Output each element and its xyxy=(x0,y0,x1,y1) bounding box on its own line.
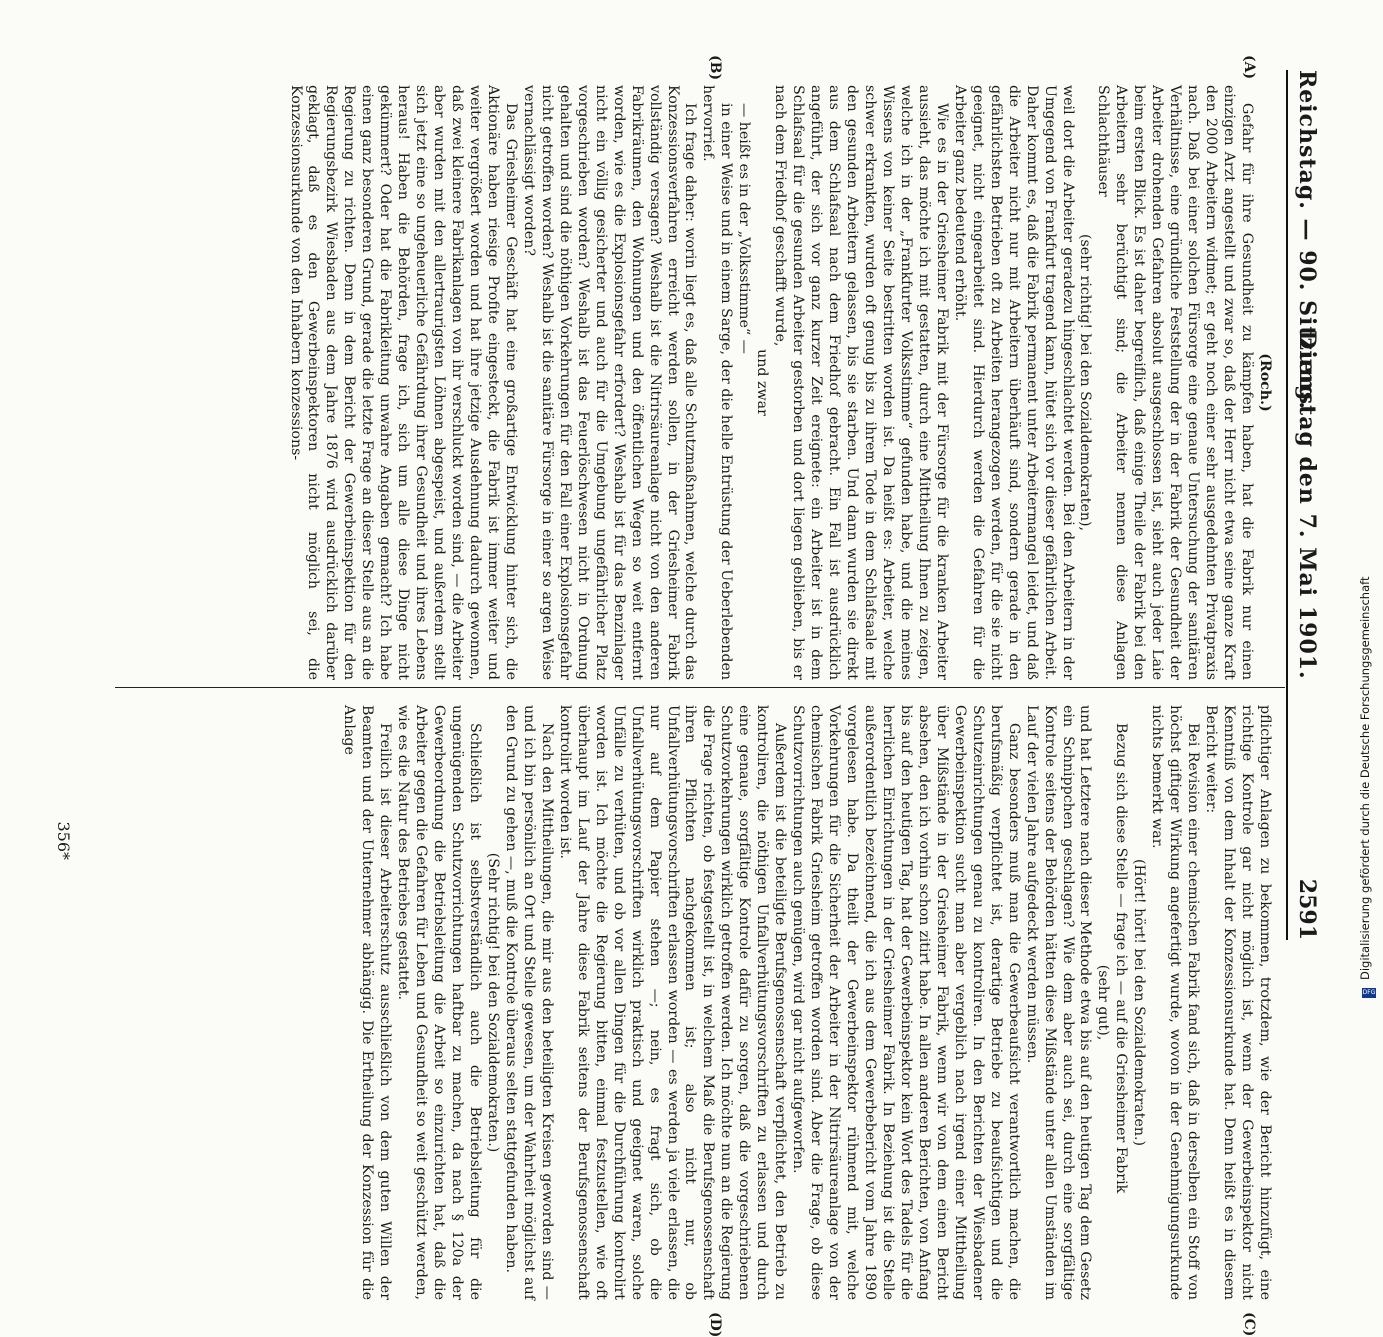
paragraph: Das Griesheimer Geschäft hat eine großartige Entwicklung hinter sich, die Aktionäre haben riesige Profite eingesteckt, die Fabrik ist immer weiter und weiter vergrößert worden und hat ihre jetzige Ausdehnung dadurch gewonnen, daß zwei kleinere Fabrikanlagen von ihr verschluckt worden sind, — die Arbeiter aber wurden mit den allertraurigsten Löhnen abgespeist, und außerdem stellt sich jetzt eine so ungeheuerliche Gefährdung ihrer Gesundheit und ihres Lebens heraus! Haben die Behörden, frage ich, sich um alle diese Dinge nicht gekümmert? Oder hat die Fabrikleitung unwahre Angaben gemacht? Ich habe einen ganz besonderen Grund, gerade die letzte Frage an dieser Stelle aus an die Regierung zu richten. Denn in dem Bericht der Gewerbeinspektion für den Regierungsbezirk Wiesbaden aus dem Jahre 1876 wird ausdrücklich darüber geklagt, daß es den Gewerbeinspektoren nicht möglich sei, die Konzessionsurkunde von den Inhabern konzessions- xyxy=(287,85,519,680)
margin-marker-a: (A) xyxy=(1241,55,1257,80)
footer-page-number: 356* xyxy=(54,821,73,860)
paragraph: und zwar xyxy=(754,349,771,416)
quote: Bei Revision einer chemischen Fabrik fand sich, daß in derselben ein Stoff von höchst giftiger Wirkung angefertigt wurde, wovon in der Genehmigungsurkunde nichts bemerkt war. xyxy=(1149,705,1202,1300)
paragraph: Gefahr für ihre Gesundheit zu kämpfen haben, hat die Fabrik nur einen einzigen Arzt angestellt und zwar so, daß der Herr nicht etwa seine ganze Kraft den 2000 Arbeitern widmet; er geht noch einer sehr ausgedehnten Privatpraxis nach. Daß bei einer solchen Fürsorge eine genaue Untersuchung der sanitären Verhältnisse, eine gründliche Feststellung der in der Fabrik der Gesundheit der Arbeiter drohenden Gefahren absolut ausgeschlossen ist, sieht auch jeder Laie beim ersten Blick. Es ist daher begreiflich, daß einige Theile der Fabrik bei den Arbeitern sehr berüchtigt sind; die Arbeiter nennen diese Anlagen Schlachthäuser xyxy=(1095,85,1256,680)
paragraph: Nach den Mittheilungen, die mir aus den beteiligten Kreisen geworden sind — und ich bin persönlich an Ort und Stelle gewesen, um der Wahrheit möglichst auf den Grund zu gehen —, muß die Kontrole überaus selten stattgefunden haben. xyxy=(502,705,555,1300)
paragraph: Schließlich ist selbstverständlich auch die Betriebsleitung für die ungenügenden Schutzvorrichtungen haftbar zu machen, da nach § 120a der Gewerbeordnung die Betriebsleitung die Arbeit so einzurichten hat, daß die Arbeiter gegen die Gefahren für Leben und Gesundheit so weit geschützt werden, wie es die Natur des Betriebes gestattet. xyxy=(395,705,484,1300)
header-date: Dienstag den 7. Mai 1901. xyxy=(1294,330,1320,680)
paragraph: Außerdem ist die beteiligte Berufsgenossenschaft verpflichtet, den Betrieb zu kontroliren, die nöthigen Unfallverhütungsvorschriften zu erlassen und durch eine genaue, sorgfältige Kontrole dafür zu sorgen, daß die vorgeschriebenen Schutzvorkehrungen wirklich getroffen werden. Ich möchte nun an die Regierung die Frage richten, ob festgestellt ist, in welchem Maß die Berufsgenossenschaft ihren Pflichten nachgekommen ist; also nicht nur, ob Unfallverhütungsvorschriften erlassen worden — es werden ja viele erlassen, die nur auf dem Papier stehen —; nein, es fragt sich, ob die Unfallverhütungsvorschriften wirklich praktisch und geeignet waren, solche Unfälle zu verhüten, und ob vor allen Dingen für die Durchführung kontrolirt worden ist. Ich möchte die Regierung bitten, einmal festzustellen, wie oft überhaupt im Lauf der Jahre diese Fabrik seitens der Berufsgenossenschaft kontrolirt worden ist. xyxy=(556,705,789,1300)
paragraph: und hat Letztere nach dieser Methode etwa bis auf den heutigen Tag dem Gesetz ein Schnippchen geschlagen? Wie dem aber auch sei, durch eine sorgfältige Kontrole seitens der Behörden hätten diese Mißstände unter allen Umständen im Lauf der vielen Jahre aufgedeckt werden müssen. xyxy=(1023,705,1094,1300)
header-rule xyxy=(1286,70,1288,940)
interjection: (sehr gut), xyxy=(1095,964,1112,1041)
margin-marker-d: (D) xyxy=(707,1312,723,1337)
paragraph: Ganz besonders muß man die Gewerbeaufsicht verantwortlich machen, die berufsmäßig verpflichtet ist, derartige Betriebe zu beaufsichtigen und die Schutzeinrichtungen genau zu kontroliren. In den Berichten der Wiesbadener Gewerbeinspektion sucht man aber vergeblich nach irgend einer Mittheilung über Mißstände in der Griesheimer Fabrik, wenn wir von dem einen Bericht absehen, den ich vorhin schon zitirt habe. In allen anderen Berichten, von Anfang bis auf den heutigen Tag, hat der Gewerbeinspektor kein Wort des Tadels für die herrlichen Einrichtungen in der Griesheimer Fabrik. In Beziehung ist die Stelle außerordentlich bezeichnend, die ich aus dem Gewerbebericht vom Jahre 1890 vorgelesen habe. Da theilt der Gewerbeinspektor rühmend mit, welche Vorkehrungen für die Sicherheit der Arbeiter in der Nitrirsäureanlage von der chemischen Fabrik Griesheim getroffen worden sind. Aber die Frage, ob diese Schutzvorrichtungen auch genügen, wird gar nicht aufgeworfen. xyxy=(790,705,1022,1300)
quote: in einer Weise und in einem Sarge, der die helle Entrüstung der Ueberlebenden hervorrief. xyxy=(700,85,735,680)
dfg-logo: DFG xyxy=(1362,989,1376,996)
paragraph: weil dort die Arbeiter geradezu hingeschlachtet werden. Bei den Arbeitern in der Umgegend von Frankfurt tragend kann, hütet sich vor dieser gefährlichen Arbeit. Daher kommt es, daß die Fabrik permanent unter Arbeitermangel leidet, und daß die Arbeiter nicht nur mit Arbeitern überhäuft sind, sondern gerade in den gefährlichsten Betrieben oft zu Arbeiten herangezogen werden, für die sie nicht geeignet, nicht eingearbeitet sind. Hierdurch werden die Gefahren für die Arbeiter ganz bedeutend erhöht. xyxy=(951,85,1076,680)
interjection: (sehr richtig! bei den Sozialdemokraten), xyxy=(1077,233,1094,532)
interjection: (Hört! hört! bei den Sozialdemokraten.) xyxy=(1131,858,1148,1147)
interjection: (Sehr richtig! bei den Sozialdemokraten.) xyxy=(485,852,502,1153)
paragraph: Bezug sich diese Stelle — frage ich — auf die Griesheimer Fabrik xyxy=(1113,723,1130,1194)
header-page-number: 2591 xyxy=(1294,878,1320,940)
right-column xyxy=(339,705,1273,1300)
paragraph: Freilich ist dieser Arbeiterschutz ausschließlich von dem guten Willen der Beamten und der Unternehmer abhängig. Die Ertheilung der Konzession für die Anlage xyxy=(341,705,394,1300)
page-header xyxy=(1292,70,1328,940)
header-session: Reichstag. — 90. Sitzung. xyxy=(1294,70,1320,411)
paragraph: Ich frage daher: worin liegt es, daß alle Schutzmaßnahmen, welche durch das Konzessionsverfahren erreicht werden sollen, in der Griesheimer Fabrik vollständig versagen? Weshalb ist die Nitrirsäureanlage nicht von den anderen Fabrikräumen, den Wohnungen und den öffentlichen Wegen so weit entfernt worden, wie es die Explosionsgefahr erfordert? Weshalb ist für das Benzinlager nicht ein völlig gesicherter und auch für die Umgebung ungefährlicher Platz vorgeschrieben worden? Weshalb ist das Feuerlöschwesen nicht in Ordnung gehalten und sind die nöthigen Vorkehrungen für den Fall einer Explosionsgefahr nicht getroffen worden? Weshalb ist die sanitäre Fürsorge in einer so argen Weise vernachlässigt worden? xyxy=(520,85,699,680)
paragraph: — heißt es in der „Volksstimme“ — xyxy=(736,103,753,354)
margin-marker-b: (B) xyxy=(707,55,723,81)
speaker-label: (Roch.) xyxy=(1257,353,1273,412)
margin-marker-c: (C) xyxy=(1241,1312,1257,1337)
paragraph: pflichtiger Anlagen zu bekommen, trotzdem, wie der Bericht hinzufügt, eine richtige Kontrole gar nicht möglich ist, wenn der Gewerbeinspektor nicht Kenntniß von dem Inhalt der Konzessionsurkunde hat. Denn heißt es in diesem Bericht weiter: xyxy=(1203,705,1273,1300)
paragraph: Wie es in der Griesheimer Fabrik mit der Fürsorge für die kranken Arbeiter aussieht, das möchte ich mit gestatten, durch eine Mittheilung Ihnen zu zeigen, welche ich in der „Frankfurter Volksstimme“ gefunden habe, und die meines Wissens von keiner Seite bestritten worden ist. Da heißt es: Arbeiter, welche schwer erkrankten, wurden oft genug bis zu ihrem Tode in dem Schlafsaale mit den gesunden Arbeitern gelassen, bis sie starben. Und dann wurden sie direkt aus dem Schlafsaal nach dem Friedhof gebracht. Ein Fall ist ausdrücklich angeführt, der sich vor ganz kurzer Zeit ereignete: ein Arbeiter ist in dem Schlafsaal für die gesunden Arbeiter gestorben und dort liegen geblieben, bis er nach dem Friedhof geschafft wurde, xyxy=(772,85,950,680)
column-divider xyxy=(115,687,1285,688)
left-column xyxy=(286,85,1273,680)
digitization-credit: Digitalisierung gefördert durch die Deutsche Forschungsgemeinschaft xyxy=(1358,576,1372,980)
